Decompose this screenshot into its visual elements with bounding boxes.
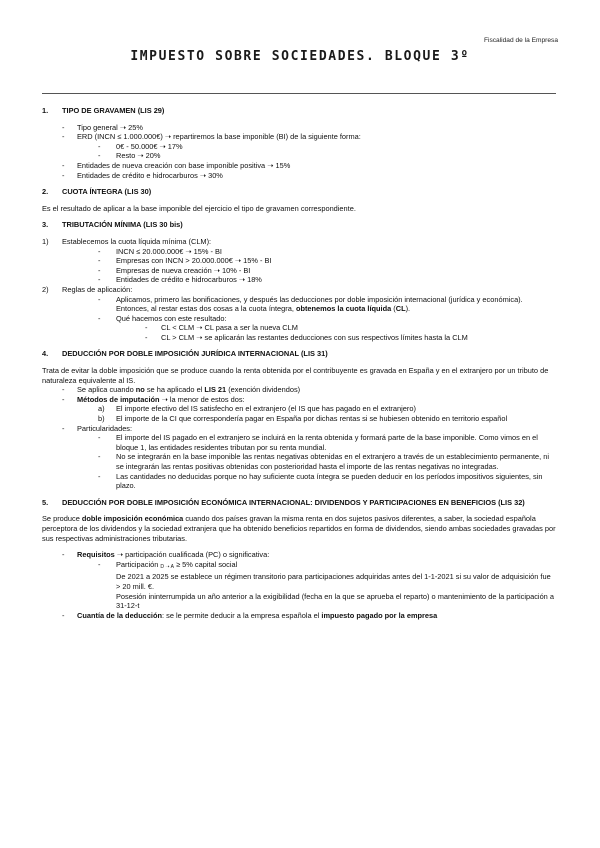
list-item: - No se integrarán en la base imponible las rentas negativas obtenidas en el extranjero a través de un establecimiento permanente, ni se integrarán las rentas positivas obtenidas con posterioridad hasta el importe de las rentas negativas no integradas. bbox=[98, 452, 550, 471]
section-heading-5: 5. DEDUCCIÓN POR DOBLE IMPOSICIÓN ECONÓMICA INTERNACIONAL: DIVIDENDOS Y PARTICIPACIONES EN BENEFICIOS (LIS 32) bbox=[42, 497, 525, 507]
list-item: - Entidades de crédito e hidrocarburos ➝ 30% bbox=[62, 170, 223, 180]
list-item: - Se aplica cuando no se ha aplicado el LIS 21 (exención dividendos) bbox=[62, 385, 301, 395]
list-continuation: Posesión ininterrumpida un año anterior a la exigibilidad (fecha en la que se aprueba el reparto) o mantenimiento de la participación a 31-12-t bbox=[116, 591, 554, 611]
section-heading-2: 2. CUOTA ÍNTEGRA (LIS 30) bbox=[42, 187, 152, 197]
list-continuation: De 2021 a 2025 se establece un régimen transitorio para participaciones adquiridas antes del 1-1-2021 si su valor de adquisición fue > 20 mill. €. bbox=[116, 572, 551, 591]
section-heading-3: 3. TRIBUTACIÓN MÍNIMA (LIS 30 bis) bbox=[42, 220, 183, 230]
list-item: - Qué hacemos con este resultado: bbox=[98, 313, 227, 323]
list-item: - Particularidades: bbox=[62, 423, 133, 433]
list-item: - Entidades de nueva creación con base imponible positiva ➝ 15% bbox=[62, 160, 291, 170]
list-item: - Resto ➝ 20% bbox=[98, 151, 161, 161]
lettered-item: b) El importe de la CI que correspondería pagar en España por dichas rentas si se hubiesen obtenido en territorio español bbox=[98, 414, 508, 424]
list-item: - Tipo general ➝ 25% bbox=[62, 122, 143, 132]
page-title: IMPUESTO SOBRE SOCIEDADES. BLOQUE 3º bbox=[130, 49, 470, 64]
paragraph: Se produce doble imposición económica cuando dos países gravan la misma renta en dos sujetos pasivos diferentes, a saber, la sociedad española perceptora de los dividendos y la sociedad extranjera que ha obtenido beneficios repartidos en forma de dividendos, siendo ambas sociedades gravadas por sus respectivas administraciones tributarias. bbox=[42, 514, 556, 543]
list-item: - Entidades de crédito e hidrocarburos ➝ 18% bbox=[98, 275, 262, 285]
list-item: - 0€ - 50.000€ ➝ 17% bbox=[98, 141, 183, 151]
lettered-item: a) El importe efectivo del IS satisfecho en el extranjero (el IS que has pagado en el extranjero) bbox=[98, 404, 416, 414]
list-item: - INCN ≤ 20.000.000€ ➝ 15% - BI bbox=[98, 246, 222, 256]
list-item: - Participación $_{D ➝ A}$ ≥ 5% capital social bbox=[98, 559, 238, 570]
list-item: - Empresas de nueva creación ➝ 10% - BI bbox=[98, 265, 251, 275]
list-item: - Las cantidades no deducidas porque no hay suficiente cuota íntegra se pueden deducir en los períodos impositivos siguientes, sin plazo. bbox=[98, 471, 543, 491]
numbered-item: 2) Reglas de aplicación: bbox=[42, 284, 133, 294]
title-divider bbox=[42, 93, 556, 94]
list-item: - CL < CLM ➝ CL pasa a ser la nueva CLM bbox=[145, 323, 298, 333]
list-item: - Aplicamos, primero las bonificaciones, y después las deducciones por doble imposición internacional (jurídica y económica). Entonces, al restar estas dos cosas a la cuota íntegra, obtenemos la cuota líquida (CL). bbox=[98, 294, 523, 314]
running-header: Fiscalidad de la Empresa bbox=[483, 37, 558, 44]
list-item: - CL > CLM ➝ se aplicarán las restantes deducciones con sus respectivos límites hasta la CLM bbox=[145, 332, 468, 342]
list-item: - Métodos de imputación ➝ la menor de estos dos: bbox=[62, 394, 245, 404]
list-item: - ERD (INCN ≤ 1.000.000€) ➝ repartiremos la base imponible (BI) de la siguiente forma: bbox=[62, 132, 361, 142]
paragraph: Es el resultado de aplicar a la base imponible del ejercicio el tipo de gravamen correspondiente. bbox=[42, 203, 356, 213]
numbered-item: 1) Establecemos la cuota líquida mínima (CLM): bbox=[42, 236, 212, 246]
section-heading-1: 1. TIPO DE GRAVAMEN (LIS 29) bbox=[42, 106, 165, 115]
list-item: - Empresas con INCN > 20.000.000€ ➝ 15% - BI bbox=[98, 256, 272, 266]
list-item: - El importe del IS pagado en el extranjero se incluirá en la renta obtenida y formará parte de la base imponible. Como vimos en el bloque 1, las entidades residentes tributan por su renta mundial. bbox=[98, 433, 538, 452]
paragraph: Trata de evitar la doble imposición que se produce cuando la renta obtenida por el contribuyente es gravada en España y en el extranjero por un tributo de naturaleza equivalente al IS. bbox=[42, 366, 549, 385]
document-body bbox=[42, 106, 556, 620]
section-heading-4: 4. DEDUCCIÓN POR DOBLE IMPOSICIÓN JURÍDICA INTERNACIONAL (LIS 31) bbox=[42, 349, 328, 359]
list-item: - Requisitos ➝ participación cualificada (PC) o significativa: bbox=[62, 550, 270, 560]
list-item: - Cuantía de la deducción: se le permite deducir a la empresa española el impuesto pagado por la empresa bbox=[62, 610, 438, 620]
